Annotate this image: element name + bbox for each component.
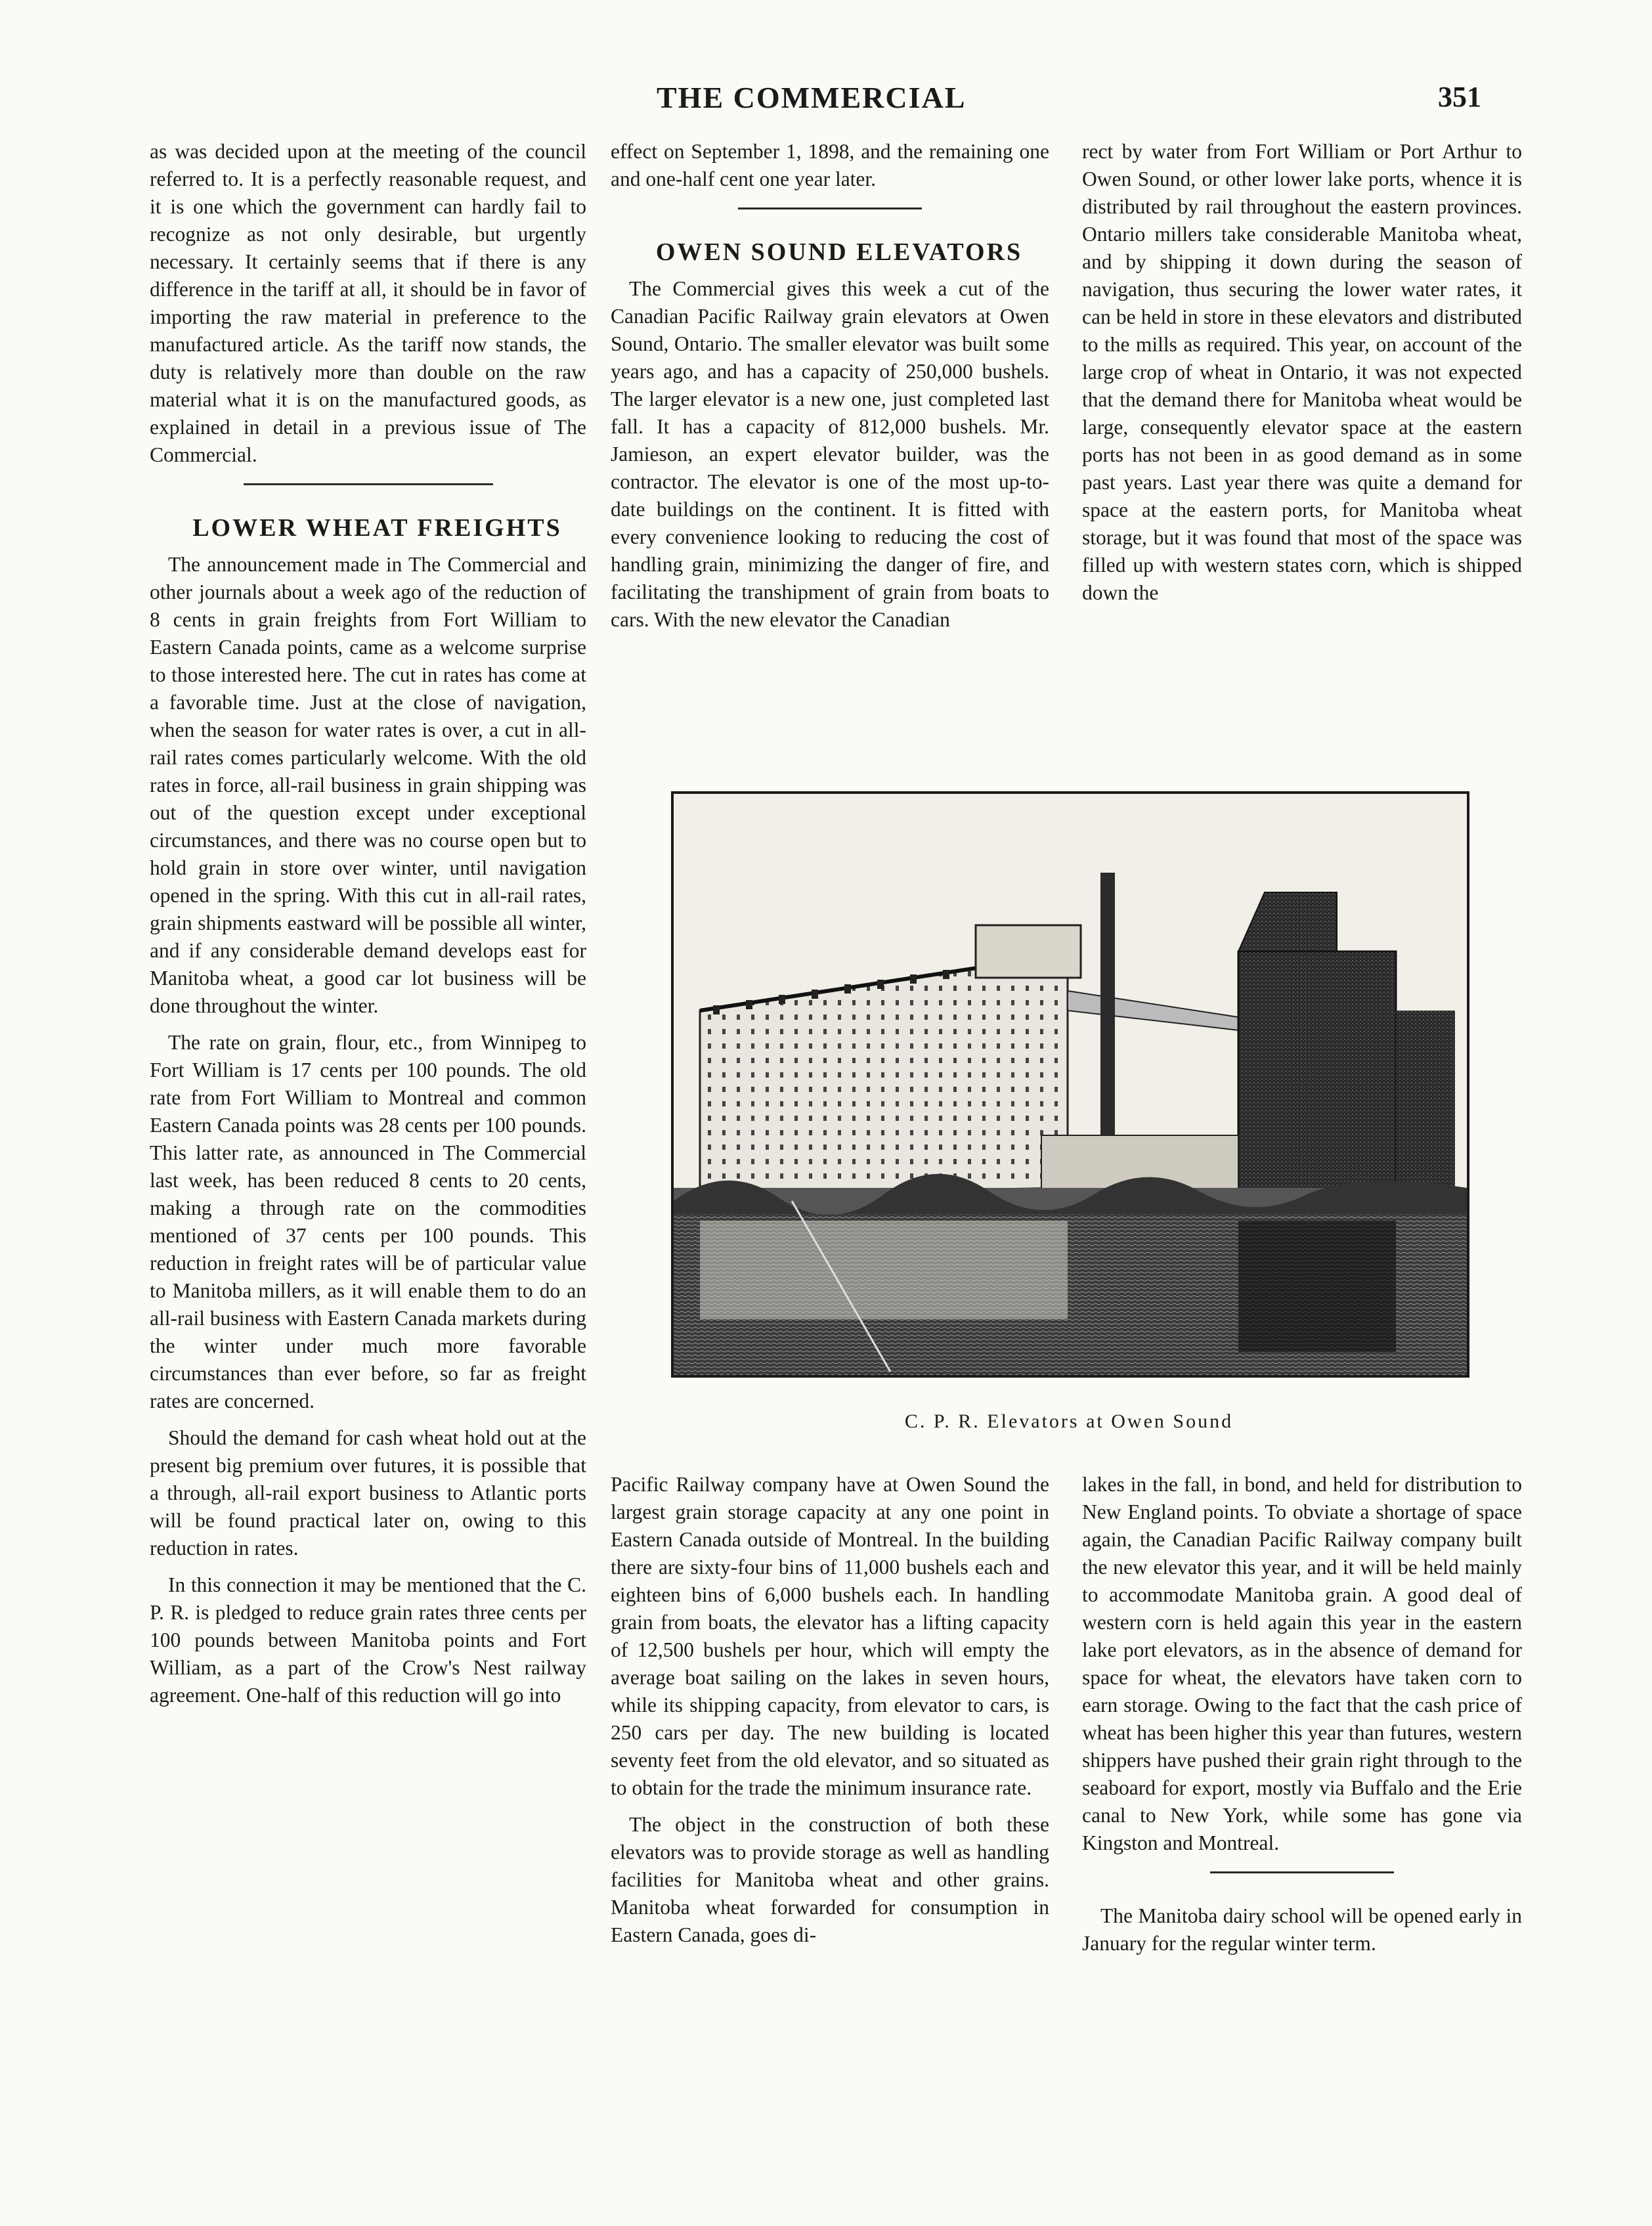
column-3-lower (1082, 1471, 1522, 1967)
headline-lower-wheat-freights: LOWER WHEAT FREIGHTS (192, 514, 562, 542)
figure-caption: C. P. R. Elevators at Owen Sound (904, 1410, 1234, 1432)
column-2-lower (611, 1471, 1049, 1958)
page-number: 351 (1438, 81, 1481, 113)
elevator-photograph (671, 791, 1469, 1378)
paragraph: In this connection it may be mentioned that the C. P. R. is pledged to reduce grain rates three cents per 100 pounds between Manitoba points and Fort William, as a part of the Crow's Nest railway agreement. One-half of this reduction will go into (150, 1573, 586, 1707)
paragraph: lakes in the fall, in bond, and held for distribution to New England points. To obviate a shortage of space again, the Canadian Pacific Railway company built the new elevator this year, and it will be held mainly to accommodate Manitoba grain. A good deal of western corn is held again this year in the eastern lake port elevators, as in the absence of demand for space for wheat, the elevators have taken corn to earn storage. Owing to the fact that the cash price of wheat has been higher this year than futures, western shippers have pushed their grain right through to the seaboard for export, mostly via Buffalo and the Erie canal to New York, while some has gone via Kingston and Montreal. (1082, 1473, 1522, 1854)
column-1 (150, 138, 586, 1718)
publication-title: THE COMMERCIAL (657, 81, 967, 114)
column-2 (611, 138, 1049, 643)
paragraph: rect by water from Fort William or Port Arthur to Owen Sound, or other lower lake ports, whence it is distributed by rail throughout the eastern provinces. Ontario millers take considerable Manitoba wheat, and by shipping it down during the season of navigation, thus securing the lower water rates, it can be held in store in these elevators and distributed to the mills as required. This year, on account of the large crop of wheat in Ontario, it was not expected that the demand there for Manitoba wheat would be large, consequently elevator space at the eastern ports has not been in as good demand as in some past years. Last year there was quite a demand for space at the eastern ports, for Manitoba wheat storage, but it was found that most of the space was filled up with western states corn, which is shipped down the (1082, 140, 1522, 604)
paragraph: Pacific Railway company have at Owen Sound the largest grain storage capacity at any one point in Eastern Canada outside of Montreal. In the building there are sixty-four bins of 11,000 bushels each and eighteen bins of 6,000 bushels each. In handling grain from boats, the elevator has a lifting capacity of 12,500 bushels per hour, which will empty the average boat sailing on the lakes in seven hours, while its shipping capacity, from elevator to cars, is 250 cars per day. The new building is located seventy feet from the old elevator, and so situated as to obtain for the trade the minimum insurance rate. (611, 1473, 1049, 1799)
divider-rule (1210, 1871, 1394, 1873)
paragraph: The announcement made in The Commercial and other journals about a week ago of the reduction of 8 cents in grain freights from Fort William to Eastern Canada points, came as a welcome surprise to those interested here. The cut in rates has come at a favorable time. Just at the close of navigation, when the season for water rates is over, a cut in all-rail rates comes particularly welcome. With the old rates in force, all-rail business in grain shipping was out of the question except under exceptional circumstances, and there was no course open but to hold grain in store over winter, until navigation opened in the spring. With this cut in all-rail rates, grain shipments eastward will be possible all winter, and if any considerable demand develops east for Manitoba wheat, a good car lot business will be done throughout the winter. (150, 553, 586, 1017)
elevator-photo-illustration (674, 794, 1467, 1375)
divider-rule (244, 483, 493, 485)
column-3 (1082, 138, 1522, 616)
headline-owen-sound-elevators: OWEN SOUND ELEVATORS (655, 238, 1023, 266)
paragraph: The Commercial gives this week a cut of the Canadian Pacific Railway grain elevators at Owen Sound, Ontario. The smaller elevator was built some years ago, and has a capacity of 250,000 bushels. The larger elevator is a new one, just completed last fall. It has a capacity of 812,000 bushels. Mr. Jamieson, an expert elevator builder, was the contractor. The elevator is one of the most up-to-date buildings on the continent. It is fitted with every convenience looking to reducing the cost of handling grain, minimizing the danger of fire, and facilitating the transhipment of grain from boats to cars. With the new elevator the Canadian (611, 277, 1049, 631)
paragraph: The rate on grain, flour, etc., from Winnipeg to Fort William is 17 cents per 100 pounds. The old rate from Fort William to Montreal and common Eastern Canada points was 28 cents per 100 pounds. This latter rate, as announced in The Commercial last week, has been reduced 8 cents to 20 cents, making a through rate on the commodities mentioned of 37 cents per 100 pounds. This reduction in freight rates will be of particular value to Manitoba millers, as it will enable them to do an all-rail business with Eastern Canada markets during the winter under much more favorable circumstances than ever before, so far as freight rates are concerned. (150, 1031, 586, 1412)
paragraph: effect on September 1, 1898, and the remaining one and one-half cent one year later. (611, 140, 1049, 190)
divider-rule (738, 207, 922, 209)
paragraph: as was decided upon at the meeting of the council referred to. It is a perfectly reasonable request, and it is one which the government can hardly fail to recognize as not only desirable, but urgently necessary. It certainly seems that if there is any difference in the tariff at all, it should be in favor of importing the raw material in preference to the manufactured article. As the tariff now stands, the duty is relatively more than double on the raw material what it is on the manufactured goods, as explained in detail in a previous issue of The Commercial. (150, 140, 586, 466)
paragraph: Should the demand for cash wheat hold out at the present big premium over futures, it is possible that a through, all-rail export business to Atlantic ports will be found practical later on, owing to this reduction in rates. (150, 1426, 586, 1560)
paragraph: The Manitoba dairy school will be opened early in January for the regular winter term. (1082, 1904, 1522, 1955)
paragraph: The object in the construction of both these elevators was to provide storage as well as handling facilities for Manitoba wheat and other grains. Manitoba wheat forwarded for consumption in Eastern Canada, goes di- (611, 1813, 1049, 1946)
